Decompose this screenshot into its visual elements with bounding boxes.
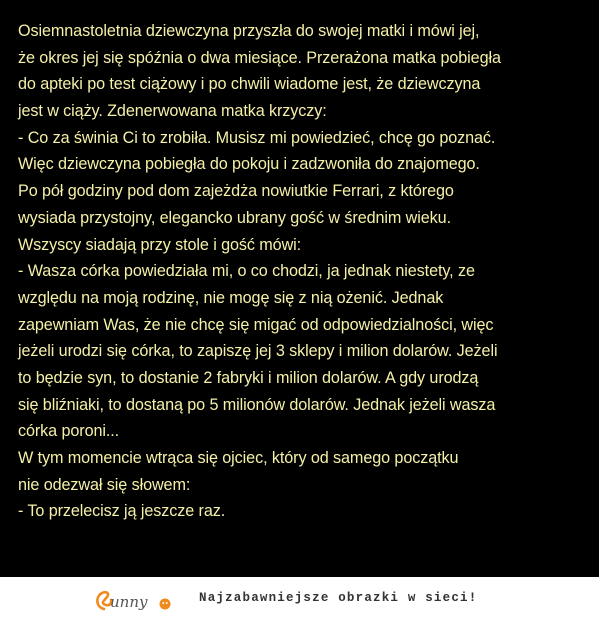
logo-dot [160,599,171,610]
story-line: względu na moją rodzinę, nie mogę się z nią ożenić. Jednak [18,288,444,307]
site-tagline: Najzabawniejsze obrazki w sieci! [199,591,478,605]
funny-logo-icon [92,583,184,617]
story-line: to będzie syn, to dostanie 2 fabryki i milion dolarów. A gdy urodzą [18,368,479,387]
footer [0,577,599,621]
story-line: wysiada przystojny, elegancko ubrany gość w średnim wieku. [18,208,451,227]
story-line: się bliźniaki, to dostaną po 5 milionów dolarów. Jednak jeżeli wasza [18,395,496,414]
story-line: W tym momencie wtrąca się ojciec, który od samego początku [18,449,459,467]
story-line: nie odezwał się słowem: [18,475,191,494]
story-line: Wszyscy siadają przy stole i gość mówi: [18,235,302,254]
story-line: że okres jej się spóźnia o dwa miesiące. Przerażona matka pobiegła [18,48,501,67]
story-line: - Wasza córka powiedziała mi, o co chodzi, ja jednak niestety, ze [18,262,475,281]
story-line: zapewniam Was, że nie chcę się migać od odpowiedzialności, więc [18,315,494,334]
logo-wordmark: unny [110,593,148,611]
story-line: Osiemnastoletnia dziewczyna przyszła do swojej matki i mówi jej, [18,22,480,40]
story-line: Po pół godziny pod dom zajeżdża nowiutkie Ferrari, z którego [18,182,454,201]
story-line: córka poroni... [18,422,120,441]
story-line: - To przelecisz ją jeszcze raz. [18,502,226,521]
funny-logo[interactable] [92,583,184,617]
story-line: - Co za świnia Ci to zrobiła. Musisz mi powiedzieć, chcę go poznać. [18,128,496,147]
story-line: jeżeli urodzi się córka, to zapiszę jej 3 sklepy i milion dolarów. Jeżeli [18,342,498,361]
story-line: Więc dziewczyna pobiegła do pokoju i zadzwoniła do znajomego. [18,155,480,174]
story-line: do apteki po test ciążowy i po chwili wiadome jest, że dziewczyna [18,75,481,94]
story-line: jest w ciąży. Zdenerwowana matka krzyczy: [18,102,327,121]
